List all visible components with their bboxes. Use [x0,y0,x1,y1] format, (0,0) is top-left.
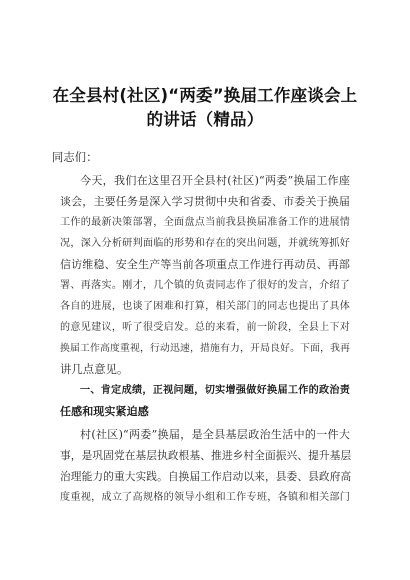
document-title-line-1: 在全县村(社区)“两委”换届工作座谈会上 [52,86,358,105]
body-line: 谈会，主要任务是深入学习贯彻中央和省委、市委关于换届 [60,195,350,208]
section-body-line: 村(社区)“两委”换届，是全县基层政治生活中的一件大 [80,428,350,441]
section-body-line: 度重视，成立了高规格的领导小组和工作专班，各镇和相关部门 [60,492,350,503]
body-line: 各自的进展，也谈了困难和打算，相关部门的同志也提出了具体 [60,301,350,312]
section-heading-continued: 任感和现实紧迫感 [60,405,149,418]
section-body-line: 事，是巩固党在基层执政根基、推进乡村全面振兴、提升基层 [60,449,352,462]
body-line: 的意见建议，听了很受启发。总的来看，前一阶段，全县上下对 [60,322,350,333]
body-line: 署、再落实。刚才，几个镇的负责同志作了很好的发言，介绍了 [60,280,350,291]
section-body-line: 治理能力的重大实践。自换届工作启动以来，县委、县政府高 [60,470,352,483]
salutation: 同志们： [52,151,98,164]
body-line: 今天，我们在这里召开全县村(社区)“两委”换届工作座 [80,174,350,187]
body-line: 信访维稳、安全生产等当前各项重点工作进行再动员、再部 [60,258,350,271]
document-title-line-2: 的讲话（精品） [146,110,264,129]
body-line: 况，深入分析研判面临的形势和存在的突出问题，并就统筹抓好 [60,238,350,249]
section-heading: 一、肯定成绩，正视问题，切实增强做好换届工作的政治责 [80,385,350,396]
body-line: 工作的最新决策部署，全面盘点当前我县换届准备工作的进展情 [60,217,350,228]
body-line: 讲几点意见。 [60,363,129,376]
body-line: 换届工作高度重视，行动迅速，措施有力，开局良好。下面，我再 [60,343,350,354]
